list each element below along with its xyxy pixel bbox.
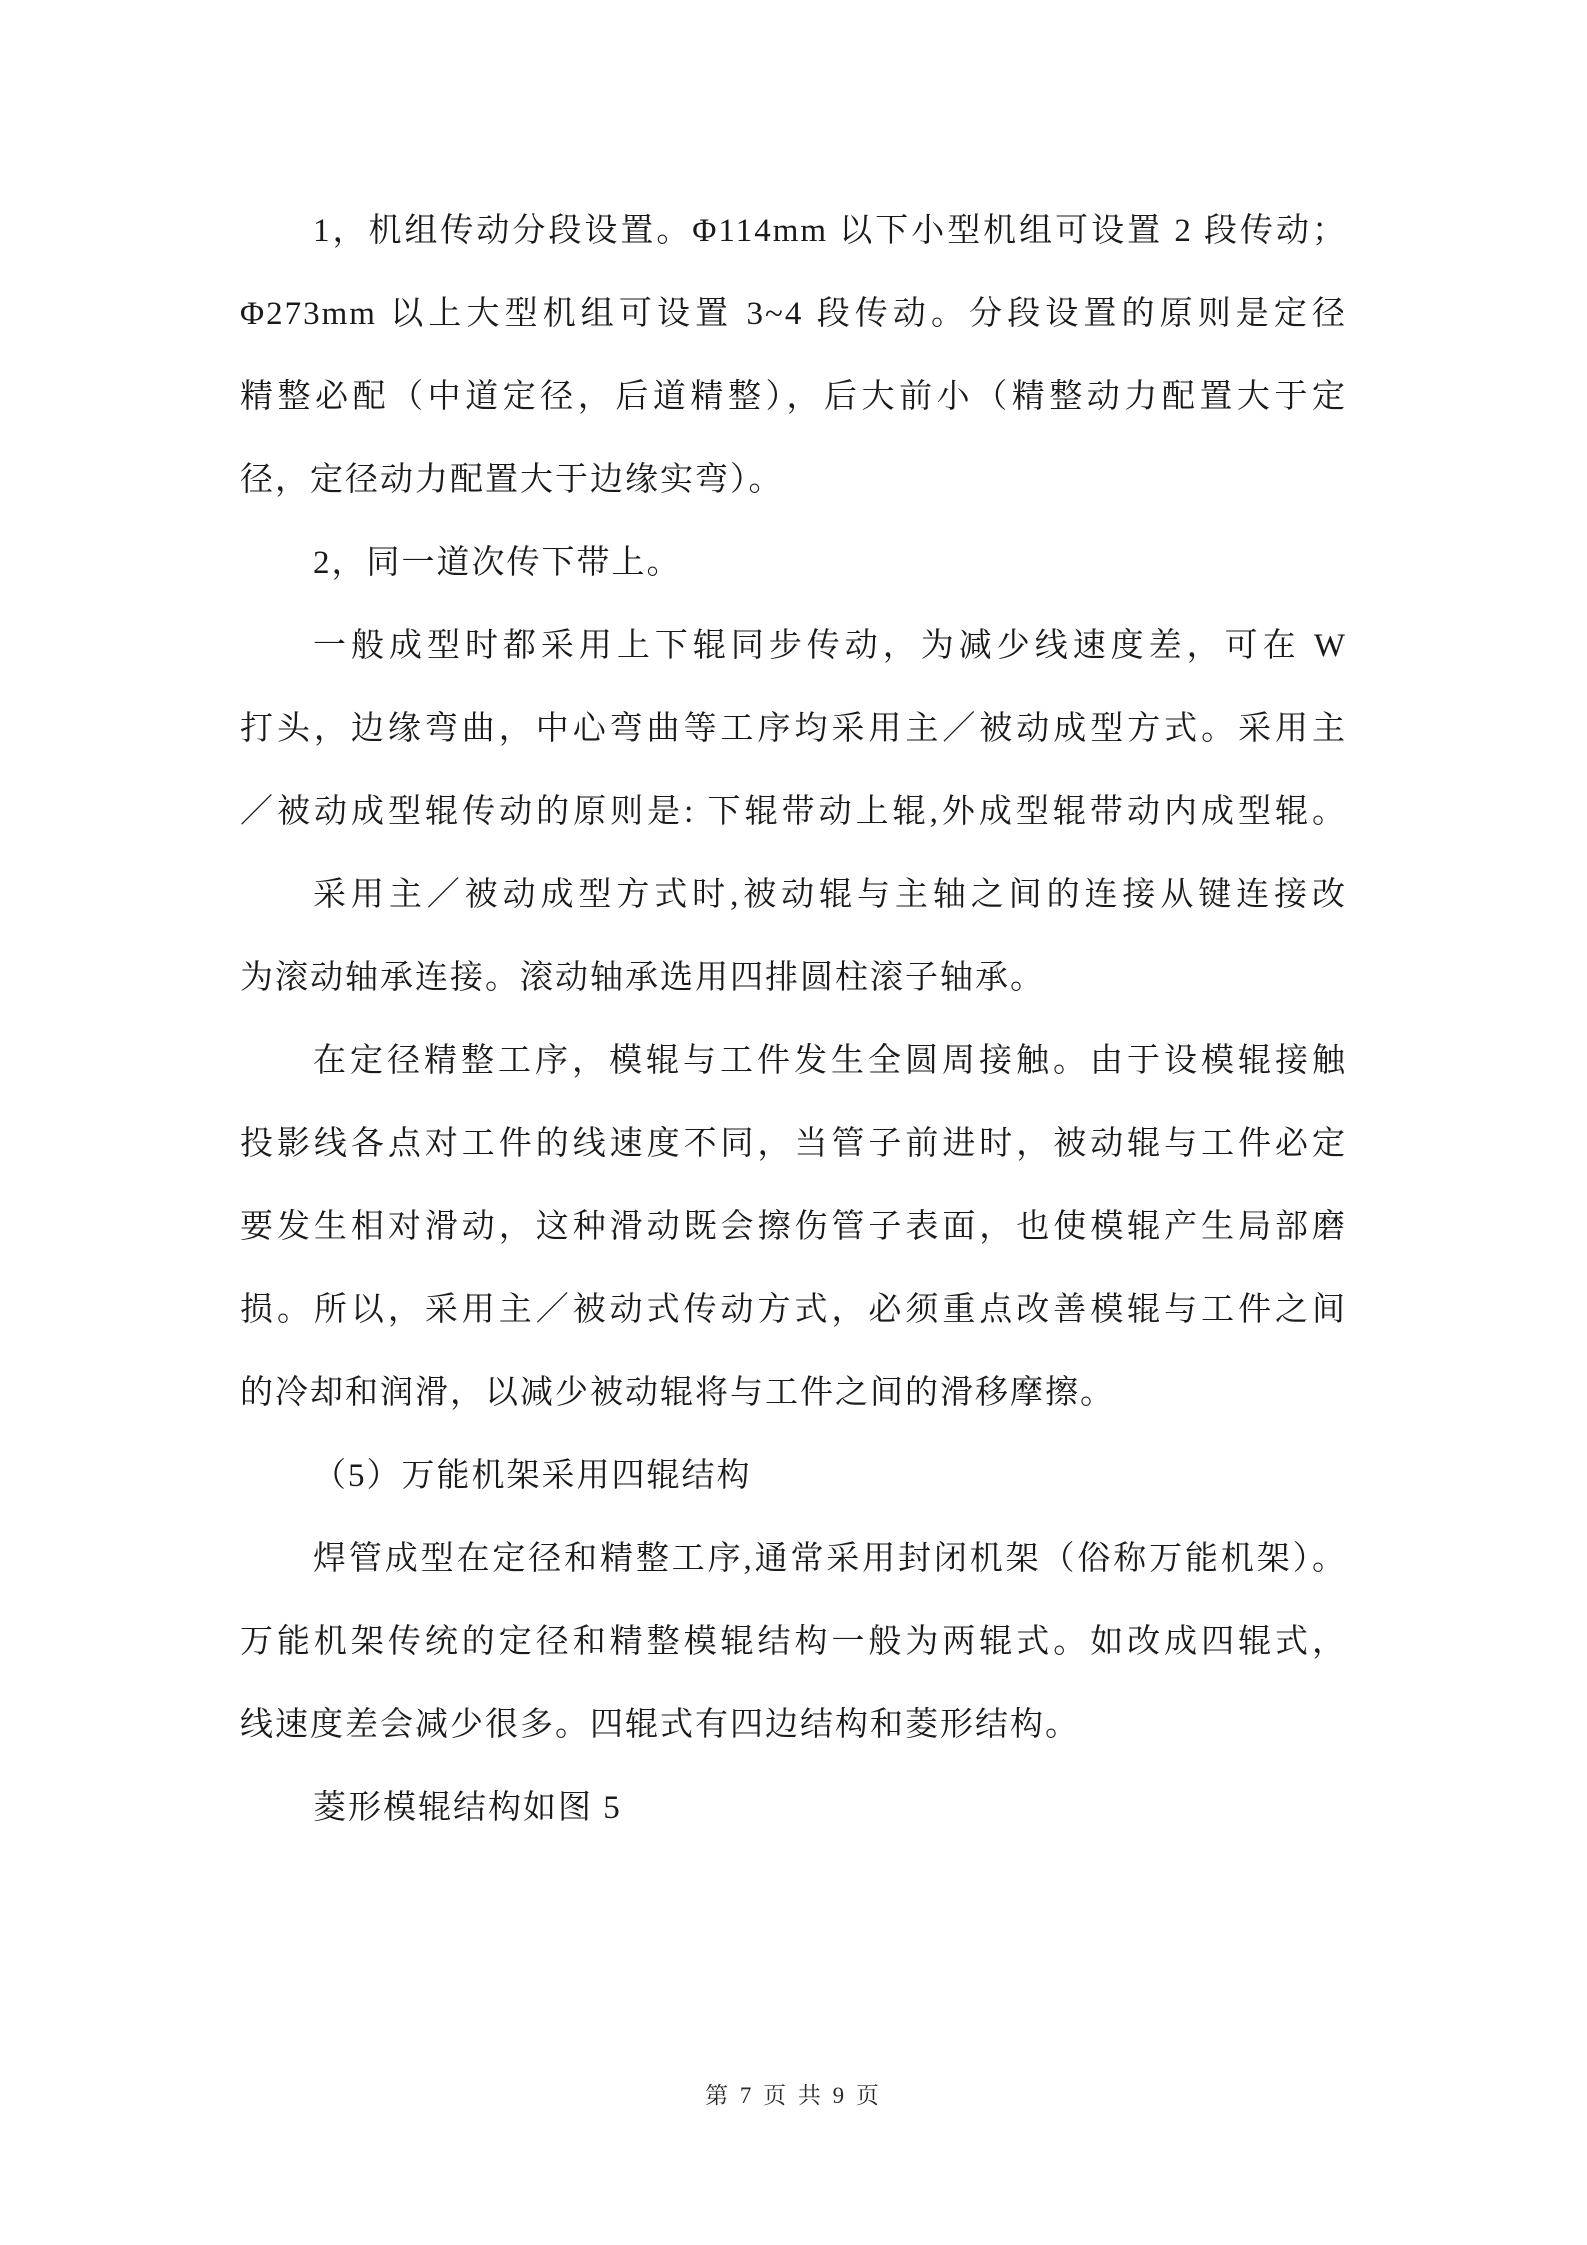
text-line: 焊管成型在定径和精整工序,通常采用封闭机架（俗称万能机架）。 <box>313 1541 1347 1577</box>
text-line: 为滚动轴承连接。滚动轴承选用四排圆柱滚子轴承。 <box>240 960 1045 996</box>
text-line: 精整必配（中道定径，后道精整），后大前小（精整动力配置大于定 <box>240 379 1347 415</box>
text-line: 1，机组传动分段设置。Φ114mm 以下小型机组可设置 2 段传动； <box>313 213 1347 249</box>
text-line: 采用主／被动成型方式时,被动辊与主轴之间的连接从键连接改 <box>313 877 1347 913</box>
text-line: 损。所以，采用主／被动式传动方式，必须重点改善模辊与工件之间 <box>240 1292 1347 1328</box>
text-line: 一般成型时都采用上下辊同步传动，为减少线速度差，可在 W <box>313 628 1347 664</box>
text-line: 要发生相对滑动，这种滑动既会擦伤管子表面，也使模辊产生局部磨 <box>240 1209 1347 1245</box>
text-line: （5）万能机架采用四辊结构 <box>313 1458 752 1494</box>
document-body <box>240 190 1347 1850</box>
text-line: 菱形模辊结构如图 5 <box>313 1790 622 1826</box>
text-line: 在定径精整工序，模辊与工件发生全圆周接触。由于设模辊接触 <box>313 1043 1347 1079</box>
text-line: ／被动成型辊传动的原则是: 下辊带动上辊,外成型辊带动内成型辊。 <box>240 794 1347 830</box>
text-line: 投影线各点对工件的线速度不同，当管子前进时，被动辊与工件必定 <box>240 1126 1347 1162</box>
text-line: 打头，边缘弯曲，中心弯曲等工序均采用主／被动成型方式。采用主 <box>240 711 1347 747</box>
text-line: 径，定径动力配置大于边缘实弯）。 <box>240 462 784 498</box>
text-line: 2，同一道次传下带上。 <box>313 545 682 581</box>
text-line: 线速度差会减少很多。四辊式有四边结构和菱形结构。 <box>240 1707 1080 1743</box>
text-line: Φ273mm 以上大型机组可设置 3~4 段传动。分段设置的原则是定径 <box>240 296 1347 332</box>
page-footer: 第 7 页 共 9 页 <box>705 2083 882 2108</box>
text-line: 万能机架传统的定径和精整模辊结构一般为两辊式。如改成四辊式， <box>240 1624 1347 1660</box>
text-line: 的冷却和润滑，以减少被动辊将与工件之间的滑移摩擦。 <box>240 1375 1115 1411</box>
